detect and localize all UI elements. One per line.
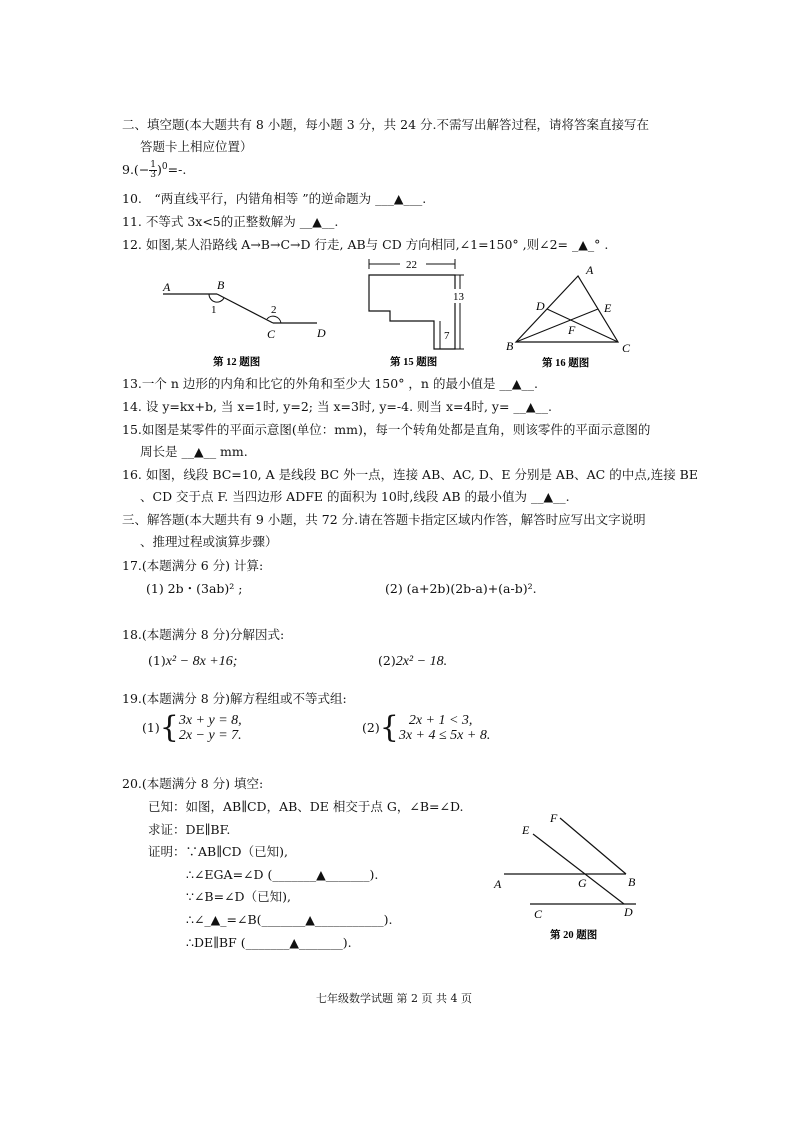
question-15-line1: 15.如图是某零件的平面示意图(单位：mm)，每一个转角处都是直角，则该零件的平面示意图的 <box>122 422 651 437</box>
question-17-title: 17.(本题满分 6 分) 计算: <box>122 558 264 573</box>
question-20-title: 20.(本题满分 8 分) 填空: <box>122 776 264 791</box>
fig15-caption: 第 15 题图 <box>390 357 438 368</box>
q19-p2-eq1: 2x + 1 < 3, <box>408 713 473 728</box>
section3-line1: 三、解答题(本大题共有 9 小题，共 72 分.请在答题卡指定区域内作答，解答时应写出文字说明 <box>122 512 646 527</box>
q9-denominator: 3 <box>150 170 157 181</box>
section3-line2: 、推理过程或演算步骤） <box>140 534 278 549</box>
q19-p2-label: (2) <box>362 720 380 735</box>
fig16-label-b: B <box>506 339 514 353</box>
question-19-title: 19.(本题满分 8 分)解方程组或不等式组: <box>122 691 347 706</box>
fig12-label-a: A <box>163 280 171 294</box>
q19-p2-brace: { <box>379 710 399 745</box>
page-footer: 七年级数学试题 第 2 页 共 4 页 <box>316 992 472 1005</box>
q19-p1-label: (1) <box>142 720 160 735</box>
question-20-given: 已知：如图，AB∥CD，AB、DE 相交于点 G，∠B=∠D. <box>148 799 464 814</box>
question-19-part2 <box>362 710 491 747</box>
fig16-label-a: A <box>586 263 594 277</box>
question-15-line2: 周长是 __▲__ mm. <box>140 444 248 459</box>
fig16-label-d: D <box>536 299 545 313</box>
fig15-width-label: 22 <box>406 259 417 271</box>
fig20-label-d: D <box>624 905 633 919</box>
fig16-label-c: C <box>622 341 631 355</box>
fig20-label-a: A <box>494 877 502 891</box>
question-20-proof-5: ∴DE∥BF (_______▲_______). <box>186 935 352 950</box>
q19-p1-brace: { <box>159 710 179 745</box>
fig15-height-label: 13 <box>453 291 464 303</box>
q9-suffix: ) <box>157 162 162 178</box>
fig16-caption: 第 16 题图 <box>542 358 590 369</box>
question-18-part1 <box>148 652 237 671</box>
fig20-label-b: B <box>628 875 636 889</box>
q9-fraction <box>149 161 157 180</box>
fig20-label-c: C <box>534 907 543 921</box>
q18-p1-label: (1) <box>148 653 166 668</box>
question-13: 13.一个 n 边形的内角和比它的外角和至少大 150° ，n 的最小值是 __▲__. <box>122 376 539 391</box>
question-14: 14. 设 y=kx+b, 当 x=1时, y=2; 当 x=3时, y=-4. 则当 x=4时, y= __▲__. <box>122 399 553 414</box>
fig12-label-d: D <box>317 326 326 340</box>
q19-p2-system <box>399 713 491 743</box>
q9-prefix: 9.( <box>122 162 139 178</box>
q19-p1-eq1: 3x + y = 8, <box>178 713 242 728</box>
question-20-prove: 求证：DE∥BF. <box>148 822 231 837</box>
q19-p1-eq2: 2x − y = 7. <box>178 728 242 743</box>
fig12-caption: 第 12 题图 <box>213 357 261 368</box>
fig15-small-label: 7 <box>444 330 450 342</box>
question-11: 11. 不等式 3x<5的正整数解为 __▲__. <box>122 214 339 229</box>
fig16-label-e: E <box>604 301 612 315</box>
figure-15 <box>360 255 480 370</box>
q9-numerator: 1 <box>150 160 157 171</box>
question-10: 10. “两直线平行，内错角相等 ”的逆命题为 ___▲___. <box>122 191 427 206</box>
fig20-caption: 第 20 题图 <box>550 930 598 941</box>
question-18-part2 <box>378 652 447 671</box>
figure-12 <box>155 275 335 375</box>
q9-tail: =-. <box>167 162 187 178</box>
question-20-proof-4: ∴∠_▲_=∠B(_______▲___________). <box>186 912 393 927</box>
question-9 <box>122 158 186 184</box>
question-19-part1 <box>142 710 242 747</box>
question-17-part2: (2) (a+2b)(2b-a)+(a-b)². <box>385 581 537 596</box>
fig12-label-c: C <box>267 327 276 341</box>
q18-p2-label: (2) <box>378 653 396 668</box>
q9-exponent: 0 <box>161 162 168 172</box>
question-16-line1: 16. 如图，线段 BC=10, A 是线段 BC 外一点，连接 AB、AC, D、E 分别是 AB、AC 的中点,连接 BE <box>122 467 698 482</box>
question-18-title: 18.(本题满分 8 分)分解因式: <box>122 627 285 642</box>
fig20-label-f: F <box>550 811 558 825</box>
fig20-label-g: G <box>578 876 587 890</box>
figure-16 <box>500 260 645 372</box>
q19-p2-eq2: 3x + 4 ≤ 5x + 8. <box>398 728 491 743</box>
fig16-label-f: F <box>568 323 576 337</box>
q19-p1-system <box>179 713 242 743</box>
question-16-line2: 、CD 交于点 F. 当四边形 ADFE 的面积为 10时,线段 AB 的最小值为 __▲__. <box>140 489 570 504</box>
question-17-part1: (1) 2b・(3ab)² ; <box>146 581 243 596</box>
q18-p2-expression: 2x² − 18. <box>395 654 448 669</box>
fig12-angle-1: 1 <box>211 304 217 316</box>
q18-p1-expression: x² − 8x +16; <box>165 654 238 669</box>
figure-20 <box>488 808 648 948</box>
question-20-proof-3: ∵∠B=∠D（已知), <box>186 889 291 904</box>
fig12-angle-2: 2 <box>271 304 277 316</box>
question-20-proof-2: ∴∠EGA=∠D (_______▲_______). <box>186 867 379 882</box>
question-20-proof-1: 证明：∵AB∥CD（已知), <box>148 844 288 859</box>
section2-line2: 答题卡上相应位置） <box>140 139 253 154</box>
question-12: 12. 如图,某人沿路线 A→B→C→D 行走, AB与 CD 方向相同,∠1=150° ,则∠2= _▲_° . <box>122 237 609 252</box>
section2-line1: 二、填空题(本大题共有 8 小题，每小题 3 分，共 24 分.不需写出解答过程，请将答案直接写在 <box>122 117 650 132</box>
q9-minus: − <box>138 162 150 178</box>
fig12-label-b: B <box>217 278 225 292</box>
fig20-label-e: E <box>522 823 530 837</box>
